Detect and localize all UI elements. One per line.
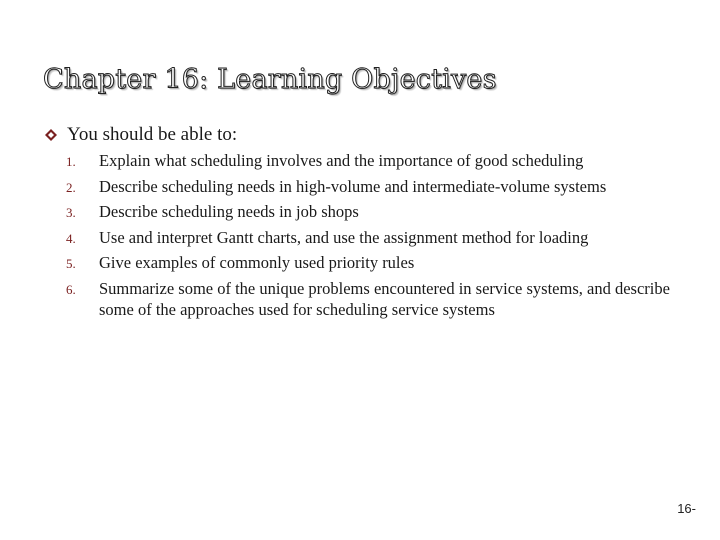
objective-item: [66, 176, 686, 198]
diamond-bullet-icon: [45, 129, 57, 141]
objective-item: [66, 150, 686, 172]
objectives-list: [66, 150, 686, 323]
objective-text: Describe scheduling needs in high-volume and intermediate-volume systems: [99, 176, 607, 196]
objective-text: Use and interpret Gantt charts, and use the assignment method for loading: [99, 227, 589, 247]
objective-text: Describe scheduling needs in job shops: [99, 202, 359, 221]
objective-text: Explain what scheduling involves and the importance of good scheduling: [99, 151, 584, 170]
objective-number: 4.: [66, 230, 76, 246]
objective-item: [66, 201, 686, 223]
objective-number: 3.: [66, 205, 76, 220]
intro-bullet: [45, 124, 237, 146]
objective-text: Summarize some of the unique problems encountered in service systems, and describe some of the approaches used for scheduling service systems: [99, 278, 670, 319]
objective-item: [66, 278, 686, 320]
intro-text: You should be able to:: [67, 124, 238, 145]
objective-number: 6.: [66, 281, 76, 297]
objective-text: Give examples of commonly used priority rules: [99, 253, 415, 272]
objective-item: [66, 252, 686, 274]
objective-number: 1.: [66, 154, 76, 169]
slide-number: 16-: [677, 501, 696, 516]
objective-item: [66, 227, 686, 249]
objective-number: 2.: [66, 179, 76, 195]
slide-title: Chapter 16: Learning Objectives: [43, 64, 497, 95]
objective-number: 5.: [66, 256, 76, 271]
